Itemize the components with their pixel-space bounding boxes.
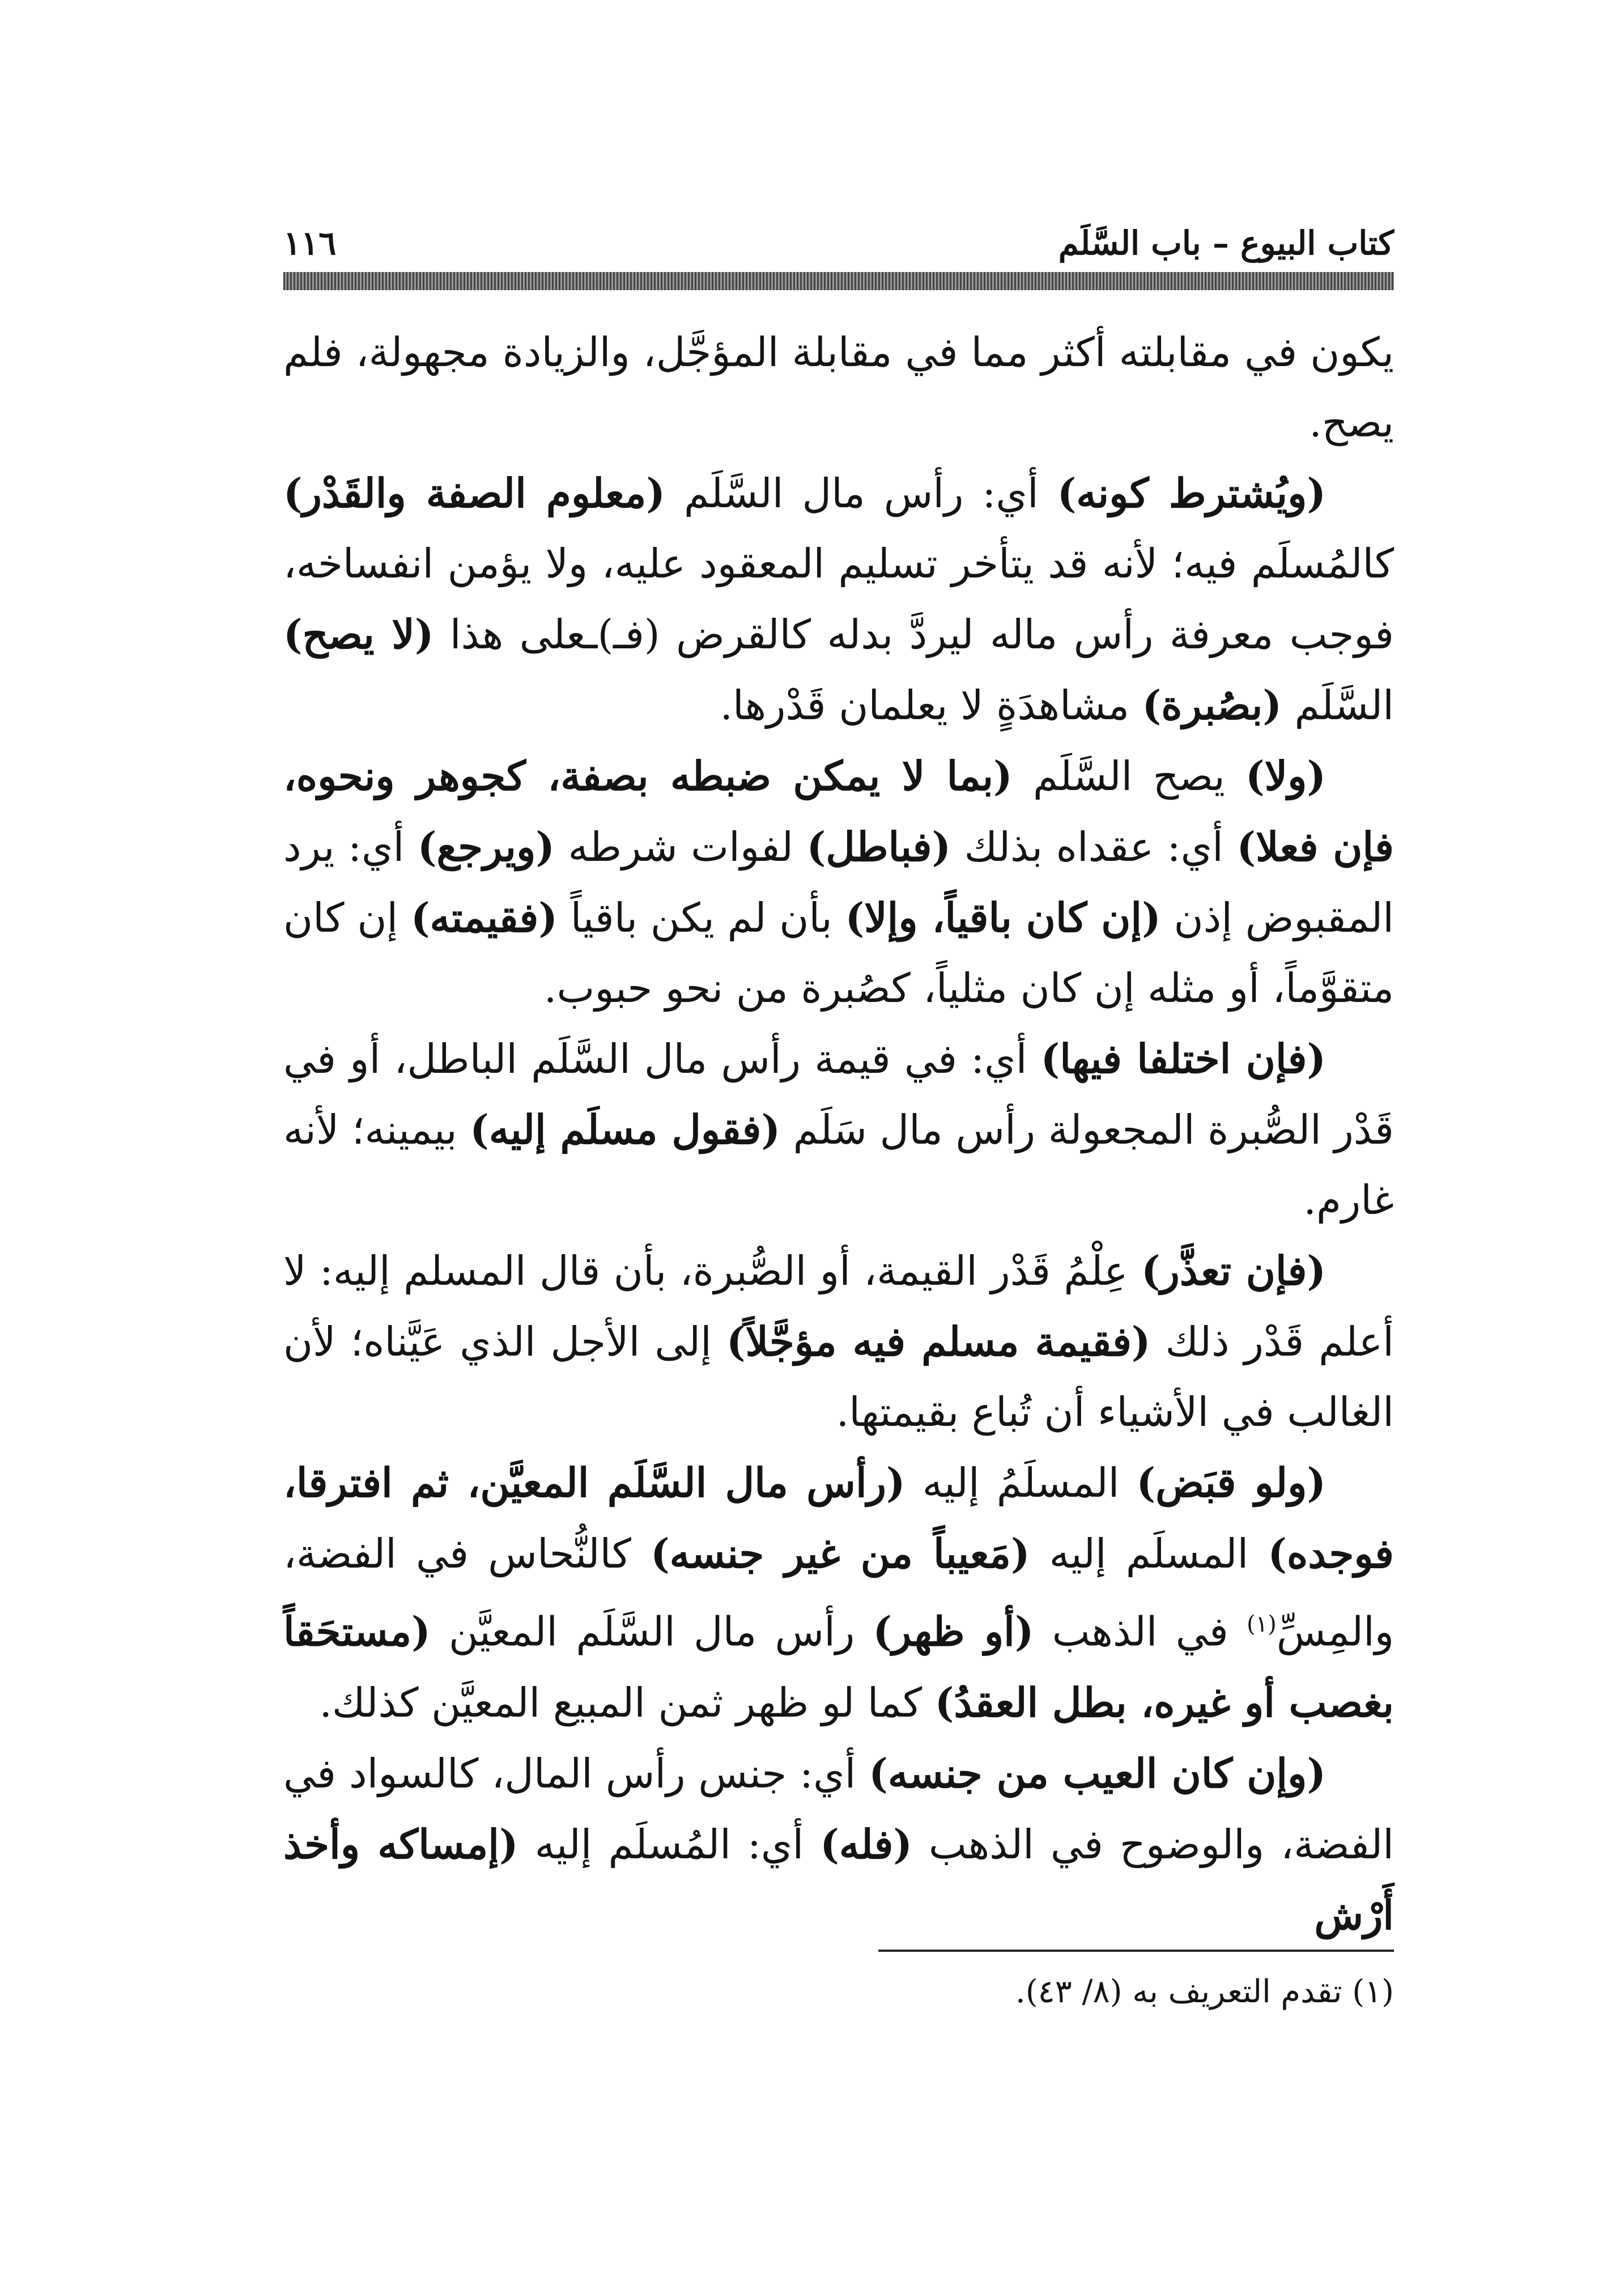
paragraph-3: (ولا) يصح السَّلَم (بما لا يمكن ضبطه بصفة، كجوهر ونحوه، فإن فعلا) أي: عقداه بذلك (فباطل) لفوات شرطه (ويرجع) أي: يرد المقبوض إذن (إن كان باقياً، وإلا) بأن لم يكن باقياً (فقيمته) إن كان متقوَّماً، أو مثله إن كان مثلياً، كصُبرة من نحو حبوب. <box>283 752 1394 1012</box>
paragraph-6: (ولو قبَض) المسلَمُ إليه (رأس مال السَّلَم المعيَّن، ثم افترقا، فوجده) المسلَم إليه (مَعيباً من غير جنسه) كالنُّحاس في الفضة، والمِسِّ$^{(١)}$ في الذهب (أو ظهر) رأس مال السَّلَم المعيَّن (مستحَقاً بغصب أو غيره، بطل العقدُ) كما لو ظهر ثمن المبيع المعيَّن كذلك. <box>283 1459 1394 1726</box>
paragraph-2: (ويُشترط كونه) أي: رأس مال السَّلَم (معلوم الصفة والقَدْر) كالمُسلَم فيه؛ لأنه قد يتأخر تسليم المعقود عليه، ولا يؤمن انفساخه، فوجب معرفة رأس ماله ليردَّ بدله كالقرض (فـ)ـعلى هذا (لا يصح) السَّلَم (بصُبرة) مشاهدَةٍ لا يعلمان قَدْرها. <box>283 469 1394 729</box>
paragraph-1: يكون في مقابلته أكثر مما في مقابلة المؤجَّل، والزيادة مجهولة، فلم يصح. <box>283 329 1394 446</box>
paragraph-5: (فإن تعذَّر) عِلْمُ قَدْر القيمة، أو الصُّبرة، بأن قال المسلم إليه: لا أعلم قَدْر ذلك (فقيمة مسلم فيه مؤجَّلاً) إلى الأجل الذي عَيَّناه؛ لأن الغالب في الأشياء أن تُباع بقيمتها. <box>283 1247 1394 1436</box>
page-number: ١١٦ <box>283 224 337 262</box>
page-header <box>283 224 1394 269</box>
paragraph-7: (وإن كان العيب من جنسه) أي: جنس رأس المال، كالسواد في الفضة، والوضوح في الذهب (فله) أي: المُسلَم إليه (إمساكه وأخذ أَرْش <box>283 1749 1394 1939</box>
paragraph-4: (فإن اختلفا فيها) أي: في قيمة رأس مال السَّلَم الباطل، أو في قَدْر الصُّبرة المجعولة رأس مال سَلَم (فقول مسلَم إليه) بيمينه؛ لأنه غارم. <box>283 1035 1394 1224</box>
body-text <box>283 317 1394 1951</box>
footnote-rule <box>878 1950 1394 1952</box>
header-title: كتاب البيوع – باب السَّلَم <box>1058 224 1394 262</box>
footnote-ref: (١) <box>1247 1611 1277 1637</box>
footnote: (١) تقدم التعريف به (٨/ ٤٣). <box>1015 1973 1394 2010</box>
header-rule <box>283 272 1394 290</box>
